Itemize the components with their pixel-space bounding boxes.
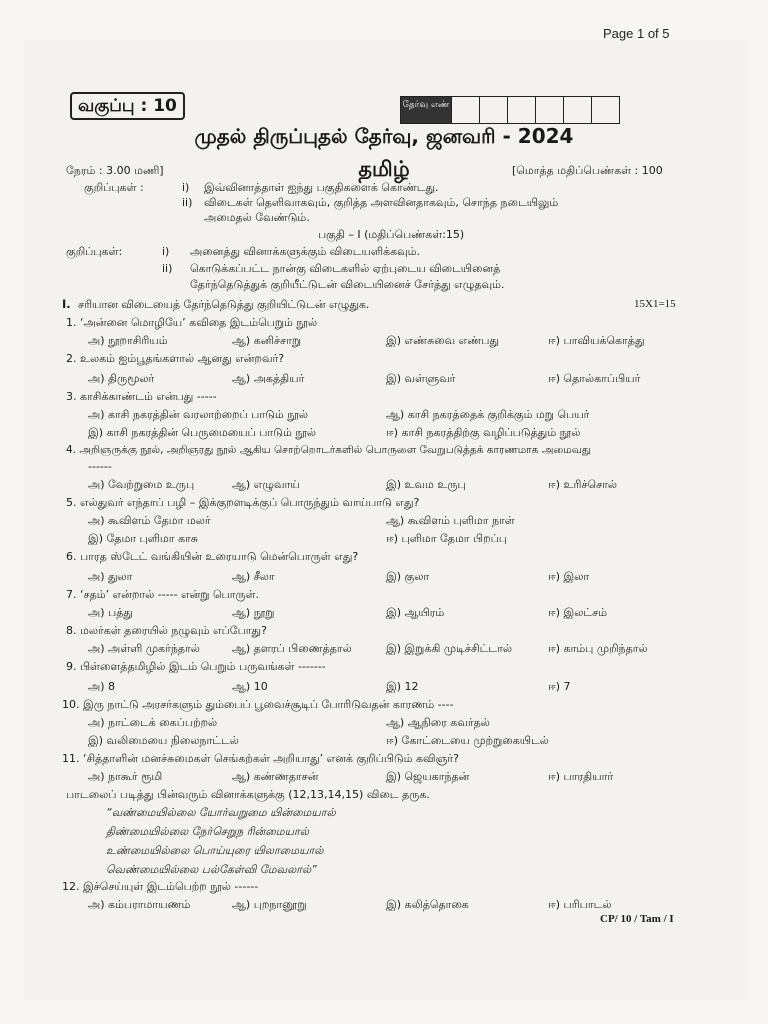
option: இ) ஆயிரம் bbox=[386, 606, 445, 619]
option: ஆ) நூறு bbox=[232, 606, 275, 619]
section-heading: சரியான விடையைத் தேர்ந்தெடுத்து குறியிட்டுடன் எழுதுக. bbox=[78, 298, 370, 311]
exam-number-cell bbox=[507, 97, 535, 123]
option: இ) கலித்தொகை bbox=[386, 898, 469, 911]
option: ஈ) கோட்டையை முற்றுகையிடல் bbox=[386, 734, 549, 747]
option: ஆ) அகத்தியர் bbox=[232, 372, 305, 385]
exam-title: முதல் திருப்புதல் தேர்வு, ஜனவரி - 2024 bbox=[194, 124, 574, 148]
option: ஈ) பாவியக்கொத்து bbox=[548, 334, 645, 347]
option: அ) நாட்டைக் கைப்பற்றல் bbox=[88, 716, 218, 729]
option: இ) 12 bbox=[386, 680, 419, 693]
option: ஈ) காசி நகரத்திற்கு வழிப்படுத்தும் நூல் bbox=[386, 426, 581, 439]
option: இ) காசி நகரத்தின் பெருமையைப் பாடும் நூல் bbox=[88, 426, 317, 439]
section-roman: I. bbox=[62, 297, 71, 311]
option: இ) வள்ளுவர் bbox=[386, 372, 456, 385]
instructions-label: குறிப்புகள் : bbox=[84, 181, 144, 194]
option: ஆ) ஆநிரை கவர்தல் bbox=[386, 716, 490, 729]
option: இ) உவம உருபு bbox=[386, 478, 466, 491]
question-text: 3. காசிக்காண்டம் என்பது ----- bbox=[66, 390, 217, 403]
question-text: 10. இரு நாட்டு அரசர்களும் தும்பைப் பூவைச்சூடிப் போரிடுவதன் காரணம் ---- bbox=[62, 698, 454, 711]
instruction-text: தேர்ந்தெடுத்துக் குறியீட்டுடன் விடையினைச் சேர்த்து எழுதவும். bbox=[190, 278, 505, 291]
option: ஆ) கூவிளம் புளிமா நாள் bbox=[386, 514, 515, 527]
question-text: 9. பிள்ளைத்தமிழில் இடம் பெறும் பருவங்கள் ------- bbox=[66, 660, 326, 673]
question-text: 1. ‘அன்னை மொழியே’ கவிதை இடம்பெறும் நூல் bbox=[66, 316, 318, 329]
question-text: 2. உலகம் ஐம்பூதங்களால் ஆனது என்றவர்? bbox=[66, 352, 285, 365]
option: ஈ) தொல்காப்பியர் bbox=[548, 372, 641, 385]
option: அ) துலா bbox=[88, 570, 133, 583]
page-number: Page 1 of 5 bbox=[603, 26, 670, 41]
option: ஈ) இலா bbox=[548, 570, 590, 583]
time-allowed: நேரம் : 3.00 மணி] bbox=[66, 164, 164, 177]
option: ஆ) எழுவாய் bbox=[232, 478, 300, 491]
option: ஆ) கனிச்சாறு bbox=[232, 334, 302, 347]
exam-number-label: தேர்வு எண் bbox=[401, 97, 451, 123]
option: ஈ) இலட்சம் bbox=[548, 606, 608, 619]
exam-number-cell bbox=[591, 97, 619, 123]
option: அ) நாகூர் ரூமி bbox=[88, 770, 163, 783]
option: இ) வலிமையை நிலைநாட்டல் bbox=[88, 734, 239, 747]
question-text: 5. எல்துவர் எந்தாப் பழி – இக்குறளடிக்குப் பொருந்தும் வாய்பாடு எது? bbox=[66, 496, 420, 509]
option: அ) கம்பராமாயணம் bbox=[88, 898, 191, 911]
option: ஈ) பரிபாடல் bbox=[548, 898, 612, 911]
exam-number-box bbox=[400, 96, 620, 124]
poem-line: வெண்மையில்லை பல்கேள்வி மேவலால்” bbox=[106, 863, 317, 876]
option: அ) பத்து bbox=[88, 606, 133, 619]
option: ஆ) தளரப் பிணைத்தால் bbox=[232, 642, 352, 655]
option: ஈ) பாரதியார் bbox=[548, 770, 614, 783]
exam-number-cell bbox=[451, 97, 479, 123]
instruction-text: அமைதல் வேண்டும். bbox=[204, 211, 310, 224]
option: அ) கூவிளம் தேமா மலர் bbox=[88, 514, 211, 527]
subject-title: தமிழ் bbox=[358, 157, 410, 181]
instruction-num: i) bbox=[182, 181, 190, 194]
instruction-text: கொடுக்கப்பட்ட நான்கு விடைகளில் ஏற்புடைய விடையினைத் bbox=[190, 262, 501, 275]
poem-line: உண்மையில்லை பொய்யுரை யிலாமையால் bbox=[106, 844, 324, 857]
instruction-num: ii) bbox=[162, 262, 173, 275]
option: இ) இறுக்கி முடிச்சிட்டால் bbox=[386, 642, 512, 655]
option: இ) எண்சுவை எண்பது bbox=[386, 334, 499, 347]
option: ஆ) காசி நகரத்தைக் குறிக்கும் மறு பெயர் bbox=[386, 408, 590, 421]
option: அ) 8 bbox=[88, 680, 116, 693]
option: ஈ) உரிச்சொல் bbox=[548, 478, 618, 491]
question-text: 7. ‘சதம்’ என்றால் ----- என்று பொருள். bbox=[66, 588, 260, 601]
option: ஆ) சீலா bbox=[232, 570, 275, 583]
question-text: 8. மலர்கள் தரையில் நழுவும் எப்போது? bbox=[66, 624, 267, 637]
option: ஈ) 7 bbox=[548, 680, 571, 693]
option: அ) காசி நகரத்தின் வரலாற்றைப் பாடும் நூல் bbox=[88, 408, 308, 421]
option: இ) குலா bbox=[386, 570, 430, 583]
option: ஈ) புளிமா தேமா பிறப்பு bbox=[386, 532, 507, 545]
question-continuation: ------ bbox=[88, 460, 112, 473]
question-text: 6. பாரத ஸ்டேட் வங்கியின் உரையாடு மென்பொருள் எது? bbox=[66, 550, 359, 563]
question-text: 12. இச்செய்யுள் இடம்பெற்ற நூல் ------ bbox=[62, 880, 259, 893]
instruction-num: ii) bbox=[182, 196, 193, 209]
section-marks: 15X1=15 bbox=[634, 298, 676, 310]
question-text: 11. ‘சித்தாளின் மனச்சுமைகள் செங்கற்கள் அறியாது’ எனக் குறிப்பிடும் கவிஞர்? bbox=[62, 752, 459, 765]
option: ஆ) 10 bbox=[232, 680, 268, 693]
poem-line: “வண்மையில்லை யோர்வறுமை யின்மையால் bbox=[106, 806, 336, 819]
exam-number-cell bbox=[563, 97, 591, 123]
paper-code: CP/ 10 / Tam / I bbox=[600, 913, 674, 925]
total-marks: [மொத்த மதிப்பெண்கள் : 100 bbox=[512, 164, 663, 177]
option: ஈ) காம்பு முறிந்தால் bbox=[548, 642, 648, 655]
question-text: 4. அறிஞருக்கு நூல், அறிஞரது நூல் ஆகிய சொற்றொடர்களில் பொருளை வேறுபடுத்தக் காரணமாக அமைவது bbox=[66, 444, 591, 456]
instruction-text: விடைகள் தெளிவாகவும், குறித்த அளவினதாகவும், சொந்த நடையிலும் bbox=[204, 196, 559, 209]
option: அ) வேற்றுமை உருபு bbox=[88, 478, 195, 491]
option: அ) அள்ளி முகர்ந்தால் bbox=[88, 642, 200, 655]
instruction-text: அனைத்து வினாக்களுக்கும் விடையளிக்கவும். bbox=[190, 245, 421, 258]
option: அ) நூறாசிரியம் bbox=[88, 334, 168, 347]
poem-line: திண்மையில்லை நேர்செறுந ரின்மையால் bbox=[106, 825, 309, 838]
instruction-num: i) bbox=[162, 245, 170, 258]
instructions-label: குறிப்புகள்: bbox=[66, 245, 123, 258]
part-heading: பகுதி – I (மதிப்பெண்கள்:15) bbox=[318, 228, 465, 241]
option: அ) திருமூலர் bbox=[88, 372, 155, 385]
instruction-text: இவ்வினாத்தாள் ஐந்து பகுதிகளைக் கொண்டது. bbox=[204, 181, 439, 194]
option: இ) ஜெயகாந்தன் bbox=[386, 770, 470, 783]
exam-number-cell bbox=[535, 97, 563, 123]
class-label: வகுப்பு : 10 bbox=[70, 92, 185, 120]
option: ஆ) புறநானூறு bbox=[232, 898, 307, 911]
poem-intro: பாடலைப் படித்து பின்வரும் வினாக்களுக்கு (12,13,14,15) விடை தருக. bbox=[66, 788, 430, 801]
option: இ) தேமா புளிமா காசு bbox=[88, 532, 198, 545]
option: ஆ) கண்ணதாசன் bbox=[232, 770, 319, 783]
exam-number-cell bbox=[479, 97, 507, 123]
